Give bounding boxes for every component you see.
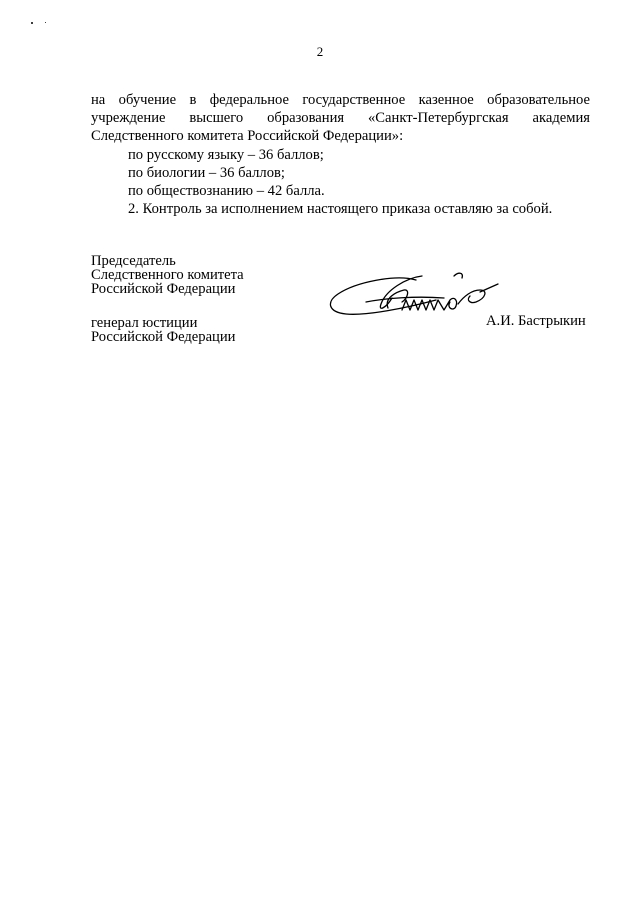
scan-speck — [45, 22, 46, 23]
scan-speck — [31, 22, 33, 24]
body-line: Следственного комитета Российской Федерации»: — [91, 128, 404, 145]
page-number: 2 — [316, 44, 324, 59]
body-line: учреждение высшего образования «Санкт-Петербургская академия — [91, 110, 590, 127]
order-text — [91, 91, 590, 218]
signer-name: А.И. Бастрыкин — [486, 313, 586, 329]
handwritten-signature — [326, 268, 506, 330]
position-line: Следственного комитета — [91, 267, 244, 283]
position-line: Российской Федерации — [91, 281, 236, 297]
rank-line: Российской Федерации — [91, 329, 236, 345]
signatory-position — [91, 254, 244, 344]
score-social-studies: по обществознанию – 42 балла. — [128, 183, 325, 200]
item-2-control: 2. Контроль за исполнением настоящего приказа оставляю за собой. — [128, 201, 553, 218]
score-biology: по биологии – 36 баллов; — [128, 164, 285, 181]
score-russian: по русскому языку – 36 баллов; — [128, 146, 324, 163]
rank-line: генерал юстиции — [91, 315, 198, 331]
position-line: Председатель — [91, 253, 176, 269]
body-line: на обучение в федеральное государственное казенное образовательное — [91, 92, 590, 108]
